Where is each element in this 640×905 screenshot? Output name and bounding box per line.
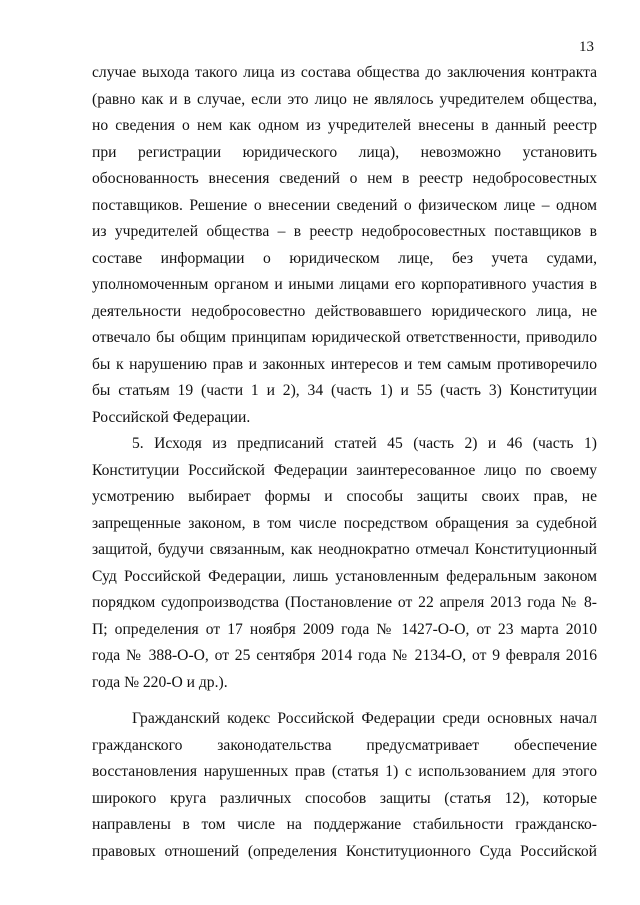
text-line: П; определения от 17 ноября 2009 года № 1427-О-О, от 23 марта 2010 bbox=[92, 620, 597, 638]
text-line: восстановления нарушенных прав (статья 1) с использованием для этого bbox=[92, 763, 597, 780]
text-line: случае выхода такого лица из состава общества до заключения контракта bbox=[92, 64, 597, 81]
text-line: запрещенные законом, в том числе посредством обращения за судебной bbox=[92, 514, 597, 532]
text-line: уполномоченным органом и иными лицами его корпоративного участия в bbox=[92, 276, 597, 293]
text-line: года № 220-О и др.). bbox=[92, 673, 228, 691]
text-line: широкого круга различных способов защиты (статья 12), которые bbox=[92, 789, 597, 807]
text-line: Конституции Российской Федерации заинтересованное лицо по своему bbox=[92, 461, 597, 479]
text-line: поставщиков. Решение о внесении сведений о физическом лице – одном bbox=[92, 196, 597, 214]
paragraph bbox=[92, 431, 597, 696]
text-line: обоснованность внесения сведений о нем в реестр недобросовестных bbox=[92, 170, 597, 187]
document-body bbox=[92, 60, 597, 865]
text-line: отвечало бы общим принципам юридической ответственности, приводило bbox=[92, 329, 597, 346]
text-line: составе информации о юридическом лице, без учета судами, bbox=[92, 249, 597, 267]
text-line: правовых отношений (определения Конституционного Суда Российской bbox=[92, 842, 597, 860]
text-line: бы к нарушению прав и законных интересов и тем самым противоречило bbox=[92, 355, 597, 373]
text-line: Российской Федерации. bbox=[92, 408, 251, 426]
text-line: усмотрению выбирает формы и способы защиты своих прав, не bbox=[92, 488, 597, 505]
text-line: порядком судопроизводства (Постановление от 22 апреля 2013 года № 8- bbox=[92, 594, 597, 611]
text-line: при регистрации юридического лица), невозможно установить bbox=[92, 143, 597, 161]
text-line: 5. Исходя из предписаний статей 45 (часть 2) и 46 (часть 1) bbox=[132, 435, 597, 452]
text-line: Суд Российской Федерации, лишь установленным федеральным законом bbox=[92, 567, 597, 585]
text-line: направлены в том числе на поддержание стабильности гражданско- bbox=[92, 816, 597, 833]
text-line: из учредителей общества – в реестр недобросовестных поставщиков в bbox=[92, 223, 597, 240]
paragraph-spacer bbox=[92, 696, 597, 706]
paragraph bbox=[92, 60, 597, 431]
paragraph bbox=[92, 706, 597, 865]
text-line: но сведения о нем как одном из учредителей внесены в данный реестр bbox=[92, 117, 597, 134]
text-line: деятельности недобросовестно действовавшего юридического лица, не bbox=[92, 302, 597, 320]
text-line: (равно как и в случае, если это лицо не являлось учредителем общества, bbox=[92, 90, 597, 108]
text-line: гражданского законодательства предусматривает обеспечение bbox=[92, 736, 597, 754]
text-line: Гражданский кодекс Российской Федерации среди основных начал bbox=[132, 710, 597, 727]
text-line: защитой, будучи связанным, как неоднократно отмечал Конституционный bbox=[92, 541, 597, 558]
text-line: года № 388-О-О, от 25 сентября 2014 года № 2134-О, от 9 февраля 2016 bbox=[92, 647, 597, 664]
page-number: 13 bbox=[579, 39, 594, 55]
text-line: бы статьям 19 (части 1 и 2), 34 (часть 1) и 55 (часть 3) Конституции bbox=[92, 382, 597, 399]
